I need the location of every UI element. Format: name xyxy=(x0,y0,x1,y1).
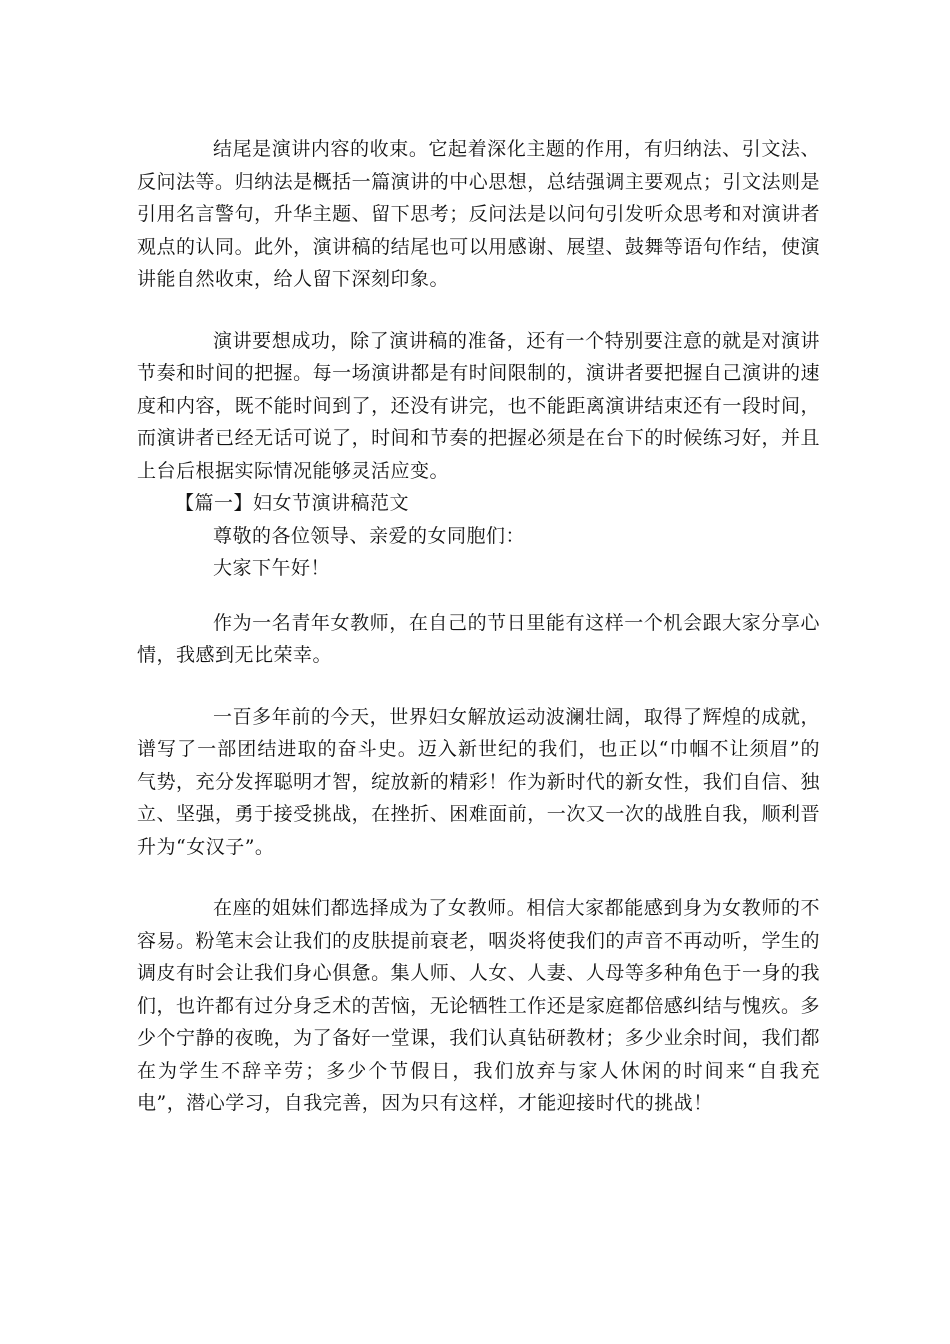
paragraph-introduction: 作为一名青年女教师，在自己的节日里能有这样一个机会跟大家分享心情，我感到无比荣幸。 xyxy=(137,611,820,666)
document-body xyxy=(137,133,820,1120)
section-heading: 【篇一】妇女节演讲稿范文 xyxy=(175,492,410,514)
paragraph-teachers: 在座的姐妹们都选择成为了女教师。相信大家都能感到身为女教师的不容易。粉笔末会让我们的皮肤提前衰老，咽炎将使我们的声音不再动听，学生的调皮有时会让我们身心俱惫。集人师、人女、人妻、人母等多种角色于一身的我们，也许都有过分身乏术的苦恼，无论牺牲工作还是家庭都倍感纠结与愧疚。多少个宁静的夜晚，为了备好一堂课，我们认真钻研教材；多少业余时间，我们都在为学生不辞辛劳；多少个节假日，我们放弃与家人休闲的时间来“自我充电”，潜心学习，自我完善，因为只有这样，才能迎接时代的挑战！ xyxy=(137,897,820,1114)
salutation: 尊敬的各位领导、亲爱的女同胞们： xyxy=(213,524,526,547)
paragraph-rhythm-time: 演讲要想成功，除了演讲稿的准备，还有一个特别要注意的就是对演讲节奏和时间的把握。每一场演讲都是有时间限制的，演讲者要把握自己演讲的速度和内容，既不能时间到了，还没有讲完，也不能距离演讲结束还有一段时间，而演讲者已经无话可说了，时间和节奏的把握必须是在台下的时候练习好，并且上台后根据实际情况能够灵活应变。 xyxy=(137,329,820,482)
paragraph-history: 一百多年前的今天，世界妇女解放运动波澜壮阔，取得了辉煌的成就，谱写了一部团结进取的奋斗史。迈入新世纪的我们，也正以“巾帼不让须眉”的气势，充分发挥聪明才智，绽放新的精彩！作为新时代的新女性，我们自信、独立、坚强，勇于接受挑战，在挫折、困难面前，一次又一次的战胜自我，顺利晋升为“女汉子”。 xyxy=(137,705,820,858)
greeting: 大家下午好！ xyxy=(213,557,331,579)
paragraph-ending-method: 结尾是演讲内容的收束。它起着深化主题的作用，有归纳法、引文法、反问法等。归纳法是概括一篇演讲的中心思想，总结强调主要观点；引文法则是引用名言警句，升华主题、留下思考；反问法是以问句引发听众思考和对演讲者观点的认同。此外，演讲稿的结尾也可以用感谢、展望、鼓舞等语句作结，使演讲能自然收束，给人留下深刻印象。 xyxy=(137,138,820,290)
